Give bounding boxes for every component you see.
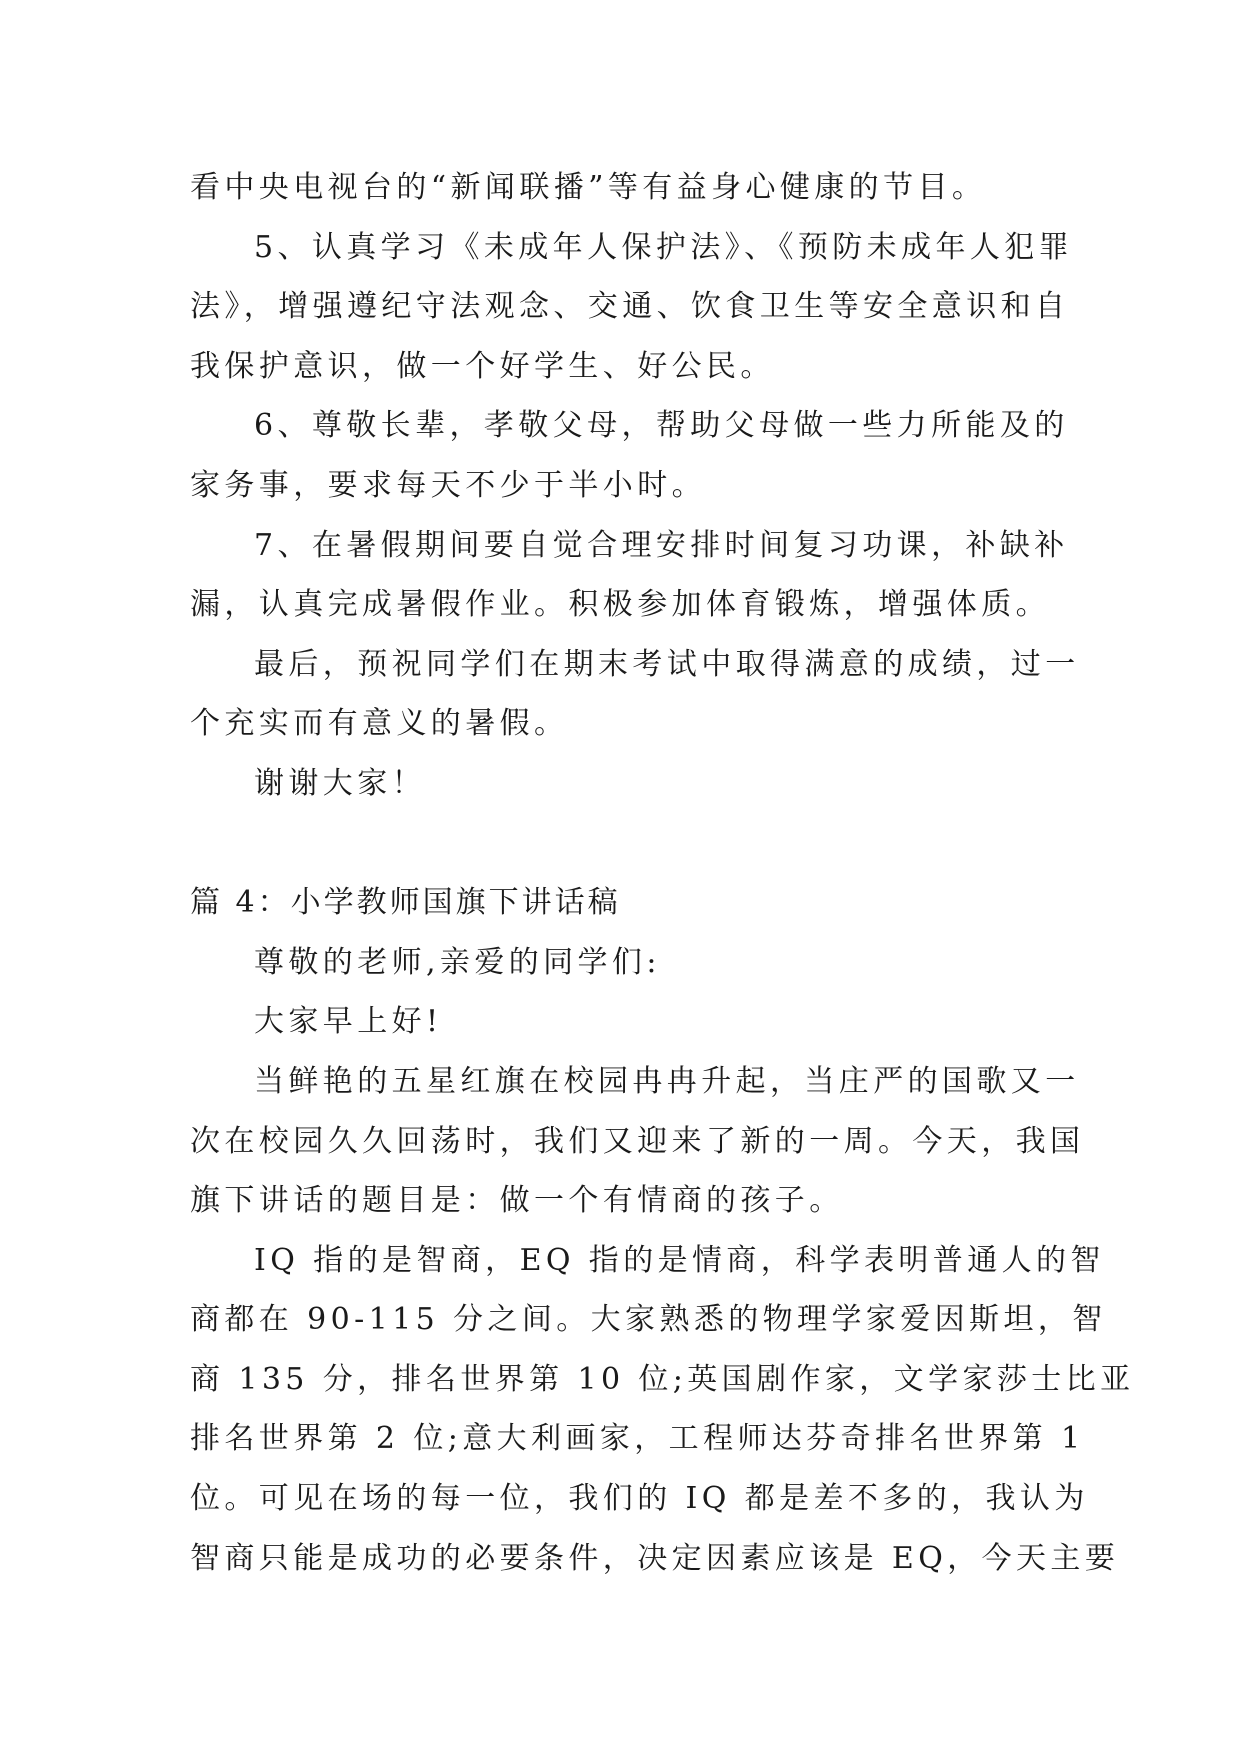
document-page: [190, 158, 1135, 1588]
text-block-after: [190, 933, 1135, 1589]
text-line: 看中央电视台的“新闻联播”等有益身心健康的节目。: [190, 170, 987, 205]
text-line: 个充实而有意义的暑假。: [190, 706, 569, 742]
text-line: 商都在 90-115 分之间。大家熟悉的物理学家爱因斯坦，智: [190, 1302, 1107, 1338]
section-heading: 篇 4：小学教师国旗下讲话稿: [190, 885, 621, 921]
text-line: 6、尊敬长辈，孝敬父母，帮助父母做一些力所能及的: [254, 408, 1069, 444]
text-line: 最后，预祝同学们在期末考试中取得满意的成绩，过一: [254, 646, 1080, 682]
text-line: 智商只能是成功的必要条件，决定因素应该是 EQ，今天主要: [190, 1540, 1120, 1576]
text-line: IQ 指的是智商，EQ 指的是情商，科学表明普通人的智: [254, 1242, 1105, 1278]
text-line: 尊敬的老师,亲爱的同学们:: [254, 944, 661, 980]
text-block-before: [190, 158, 1080, 814]
text-line: 当鲜艳的五星红旗在校园冉冉升起，当庄严的国歌又一: [254, 1063, 1080, 1099]
text-line: 谢谢大家！: [254, 765, 426, 801]
text-line: 大家早上好!: [254, 1004, 443, 1040]
text-line: 5、认真学习《未成年人保护法》、《预防未成年人犯罪: [254, 229, 1074, 265]
text-line: 7、在暑假期间要自觉合理安排时间复习功课，补缺补: [254, 527, 1069, 563]
text-line: 位。可见在场的每一位，我们的 IQ 都是差不多的，我认为: [190, 1481, 1089, 1517]
paragraph-gap: [190, 814, 1060, 874]
text-line: 旗下讲话的题目是：做一个有情商的孩子。: [190, 1183, 844, 1219]
text-line: 家务事，要求每天不少于半小时。: [190, 467, 706, 503]
text-line: 我保护意识，做一个好学生、好公民。: [190, 348, 775, 384]
text-line: 次在校园久久回荡时，我们又迎来了新的一周。今天，我国: [190, 1123, 1085, 1159]
text-line: 法》，增强遵纪守法观念、交通、饮食卫生等安全意识和自: [190, 289, 1070, 325]
text-line: 排名世界第 2 位;意大利画家，工程师达芬奇排名世界第 1: [190, 1421, 1085, 1457]
text-line: 漏，认真完成暑假作业。积极参加体育锻炼，增强体质。: [190, 587, 1050, 623]
text-line: 商 135 分，排名世界第 10 位;英国剧作家，文学家莎士比亚: [190, 1361, 1135, 1397]
